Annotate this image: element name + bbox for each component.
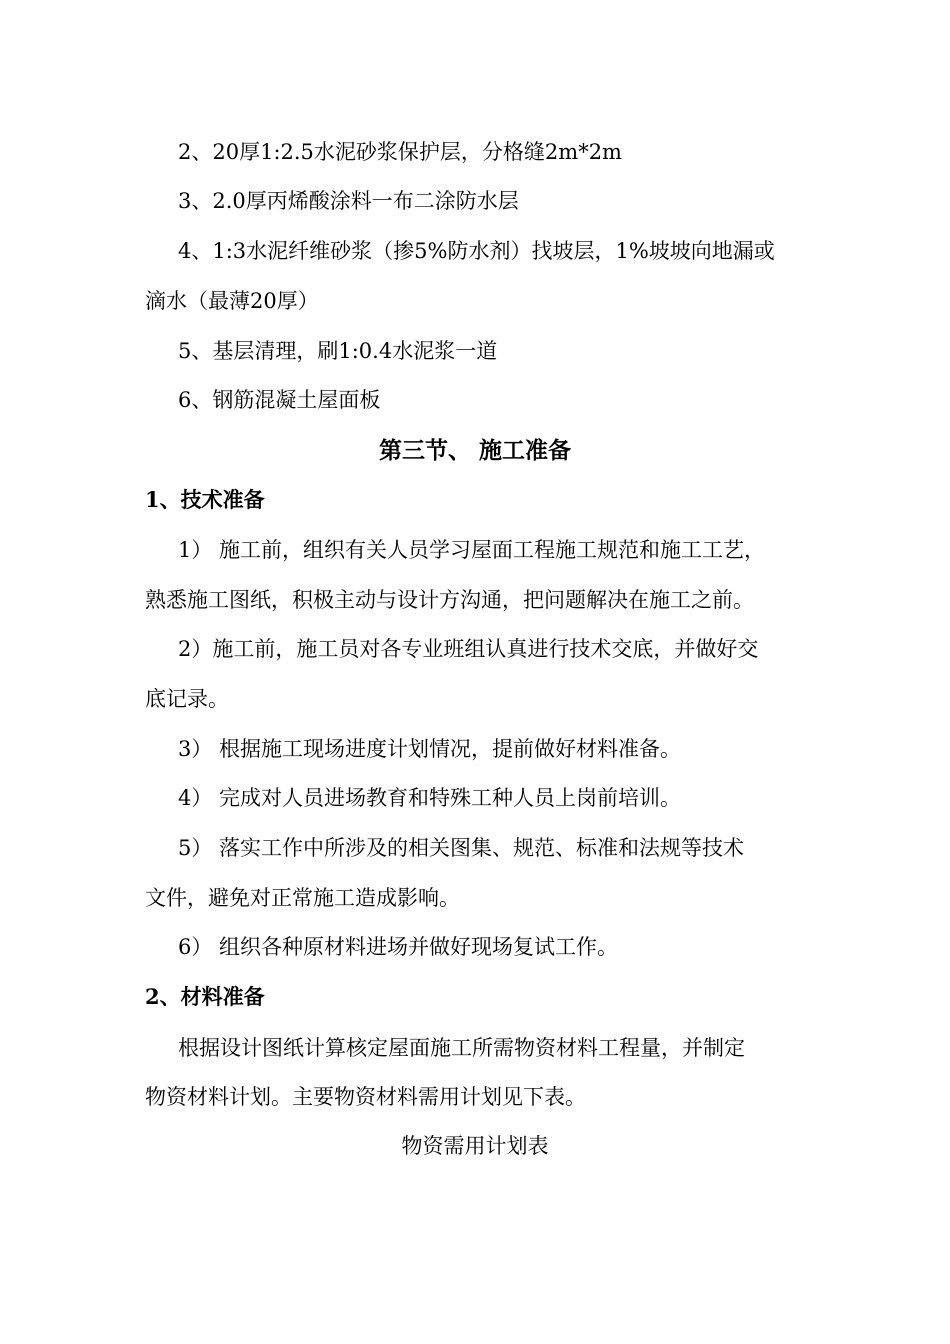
material-prep-heading: 2、材料准备 — [145, 984, 265, 1009]
tech-prep-heading: 1、技术准备 — [145, 487, 265, 512]
tech-prep-item-6: 6） 组织各种原材料进场并做好现场复试工作。 — [178, 935, 619, 959]
layer-item-4-line-2: 滴水（最薄20厚） — [145, 289, 319, 313]
layer-item-6: 6、钢筋混凝土屋面板 — [178, 388, 381, 412]
tech-prep-item-5-line-1: 5） 落实工作中所涉及的相关图集、规范、标准和法规等技术 — [178, 836, 745, 860]
layer-item-4-line-1: 4、1:3水泥纤维砂浆（掺5%防水剂）找坡层，1%坡坡向地漏或 — [178, 239, 775, 263]
tech-prep-item-4: 4） 完成对人员进场教育和特殊工种人员上岗前培训。 — [178, 786, 682, 810]
section-title: 第三节、 施工准备 — [378, 437, 571, 464]
tech-prep-item-5-line-2: 文件，避免对正常施工造成影响。 — [145, 886, 460, 910]
tech-prep-item-1-line-1: 1） 施工前，组织有关人员学习屋面工程施工规范和施工工艺， — [178, 538, 766, 562]
layer-item-2: 2、20厚1:2.5水泥砂浆保护层，分格缝2m*2m — [178, 140, 622, 164]
material-prep-para-line-1: 根据设计图纸计算核定屋面施工所需物资材料工程量，并制定 — [178, 1036, 745, 1060]
tech-prep-item-1-line-2: 熟悉施工图纸，积极主动与设计方沟通，把问题解决在施工之前。 — [145, 588, 754, 612]
material-prep-para-line-2: 物资材料计划。主要物资材料需用计划见下表。 — [145, 1085, 586, 1109]
table-caption: 物资需用计划表 — [401, 1134, 549, 1158]
tech-prep-item-2-line-1: 2）施工前，施工员对各专业班组认真进行技术交底，并做好交 — [178, 637, 759, 661]
tech-prep-item-3: 3） 根据施工现场进度计划情况，提前做好材料准备。 — [178, 737, 682, 761]
layer-item-3: 3、2.0厚丙烯酸涂料一布二涂防水层 — [178, 189, 519, 213]
tech-prep-item-2-line-2: 底记录。 — [145, 687, 229, 711]
layer-item-5: 5、基层清理，刷1:0.4水泥浆一道 — [178, 339, 498, 363]
